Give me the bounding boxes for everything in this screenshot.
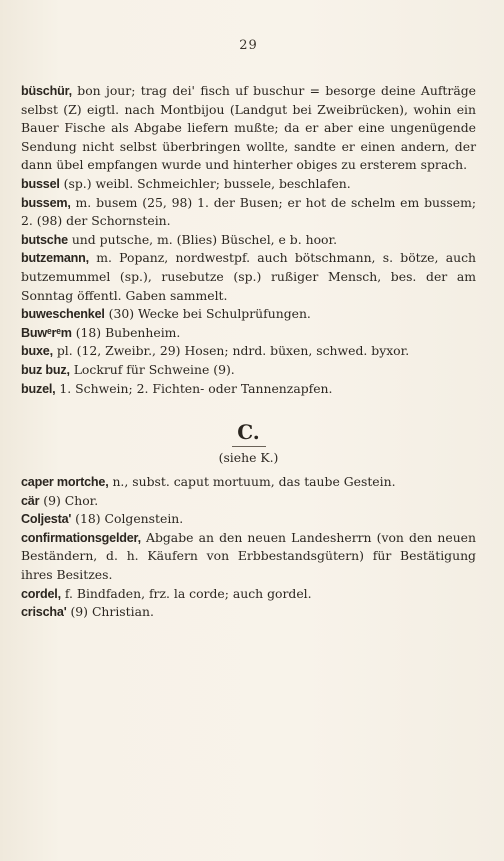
- entry-headword: buzel,: [21, 381, 56, 396]
- entries-c-section: [21, 473, 476, 622]
- entry-text: (30) Wecke bei Schulprüfungen.: [104, 306, 311, 322]
- entry-headword: confirmationsgelder,: [21, 530, 141, 545]
- entry-headword: buxe,: [21, 344, 53, 359]
- entry-headword: bussel: [21, 176, 60, 191]
- dictionary-entry: [21, 473, 476, 492]
- dictionary-entry: [21, 380, 476, 399]
- dictionary-entry: [21, 510, 476, 529]
- entry-text: Lockruf für Schweine (9).: [69, 361, 235, 377]
- entry-headword: butsche: [21, 232, 68, 247]
- entry-headword: caper mortche,: [21, 475, 109, 490]
- entry-headword: crischa': [21, 605, 67, 620]
- entry-text: 1. Schwein; 2. Fichten- oder Tannenzapfen.: [55, 380, 333, 396]
- entry-headword: büschür,: [21, 84, 72, 98]
- dictionary-entry: [21, 603, 476, 622]
- entry-headword: buweschenkel: [21, 307, 105, 322]
- entry-text: (9) Chor.: [39, 492, 99, 508]
- dictionary-entry: [21, 342, 476, 361]
- entry-headword: butzemann,: [21, 251, 89, 266]
- entry-text: (18) Bubenheim.: [71, 324, 181, 340]
- entry-headword: cär: [21, 493, 40, 508]
- entry-text: (9) Christian.: [66, 604, 154, 620]
- entry-text: Abgabe an den neuen Landesherrn (von den neuen Beständern, d. h. Käufern von Erbbestandsgütern) für Bestätigung ihres Besitzes.: [21, 529, 476, 583]
- dictionary-entry: [21, 194, 476, 231]
- dictionary-entry: [21, 324, 476, 343]
- entry-headword: buz buz,: [21, 362, 70, 377]
- dictionary-entry: [21, 175, 476, 194]
- entry-text: n., subst. caput mortuum, das taube Gestein.: [108, 474, 396, 490]
- entry-text: m. Popanz, nordwestpf. auch bötschmann, s. bötze, auch butzemummel (sp.), rusebutze (sp.) rußiger Mensch, bes. der am Sonntag öffentl. Gaben sammelt.: [21, 250, 476, 303]
- entries-b-section: [21, 82, 476, 398]
- entry-headword: Coljesta': [21, 512, 72, 527]
- dictionary-entry: [21, 231, 476, 250]
- dictionary-entry: [21, 529, 476, 585]
- entry-text: m. busem (25, 98) 1. der Busen; er hot de schelm em bussem; 2. (98) der Schornstein.: [21, 194, 476, 229]
- page-number: 29: [239, 38, 258, 53]
- entry-text: pl. (12, Zweibr., 29) Hosen; ndrd. büxen, schwed. byxor.: [52, 343, 410, 359]
- dictionary-entry: [21, 82, 476, 175]
- entry-text: bon jour; trag dei' fisch uf buschur = besorge deine Aufträge selbst (Z) eigtl. nach Montbijou (Landgut bei Zweibrücken), wohin ein Bauer Fische als Abgabe liefern mußte; da er aber eine ungenügende Sendung nicht selbst überbringen wollte, sandte er einen andern, der dann übel empfangen wurde und hinterher obiges zu ersterem sprach.: [21, 83, 476, 173]
- entry-headword: cordel,: [21, 586, 61, 601]
- dictionary-entry: [21, 249, 476, 305]
- dictionary-entry: [21, 585, 476, 604]
- entry-text: und putsche, m. (Blies) Büschel, e b. hoor.: [67, 231, 338, 247]
- entry-text: f. Bindfaden, frz. la corde; auch gordel.: [60, 585, 312, 601]
- dictionary-entry: [21, 492, 476, 511]
- entry-text: (18) Colgenstein.: [71, 511, 184, 527]
- entry-text: (sp.) weibl. Schmeichler; bussele, beschlafen.: [59, 175, 351, 191]
- dictionary-entry: [21, 361, 476, 380]
- dictionary-entry: [21, 305, 476, 324]
- section-letter: C.: [237, 420, 260, 445]
- section-note: (siehe K.): [218, 450, 279, 466]
- entry-headword: Buwᵉrᵉm: [21, 325, 72, 340]
- entry-headword: bussem,: [21, 195, 71, 210]
